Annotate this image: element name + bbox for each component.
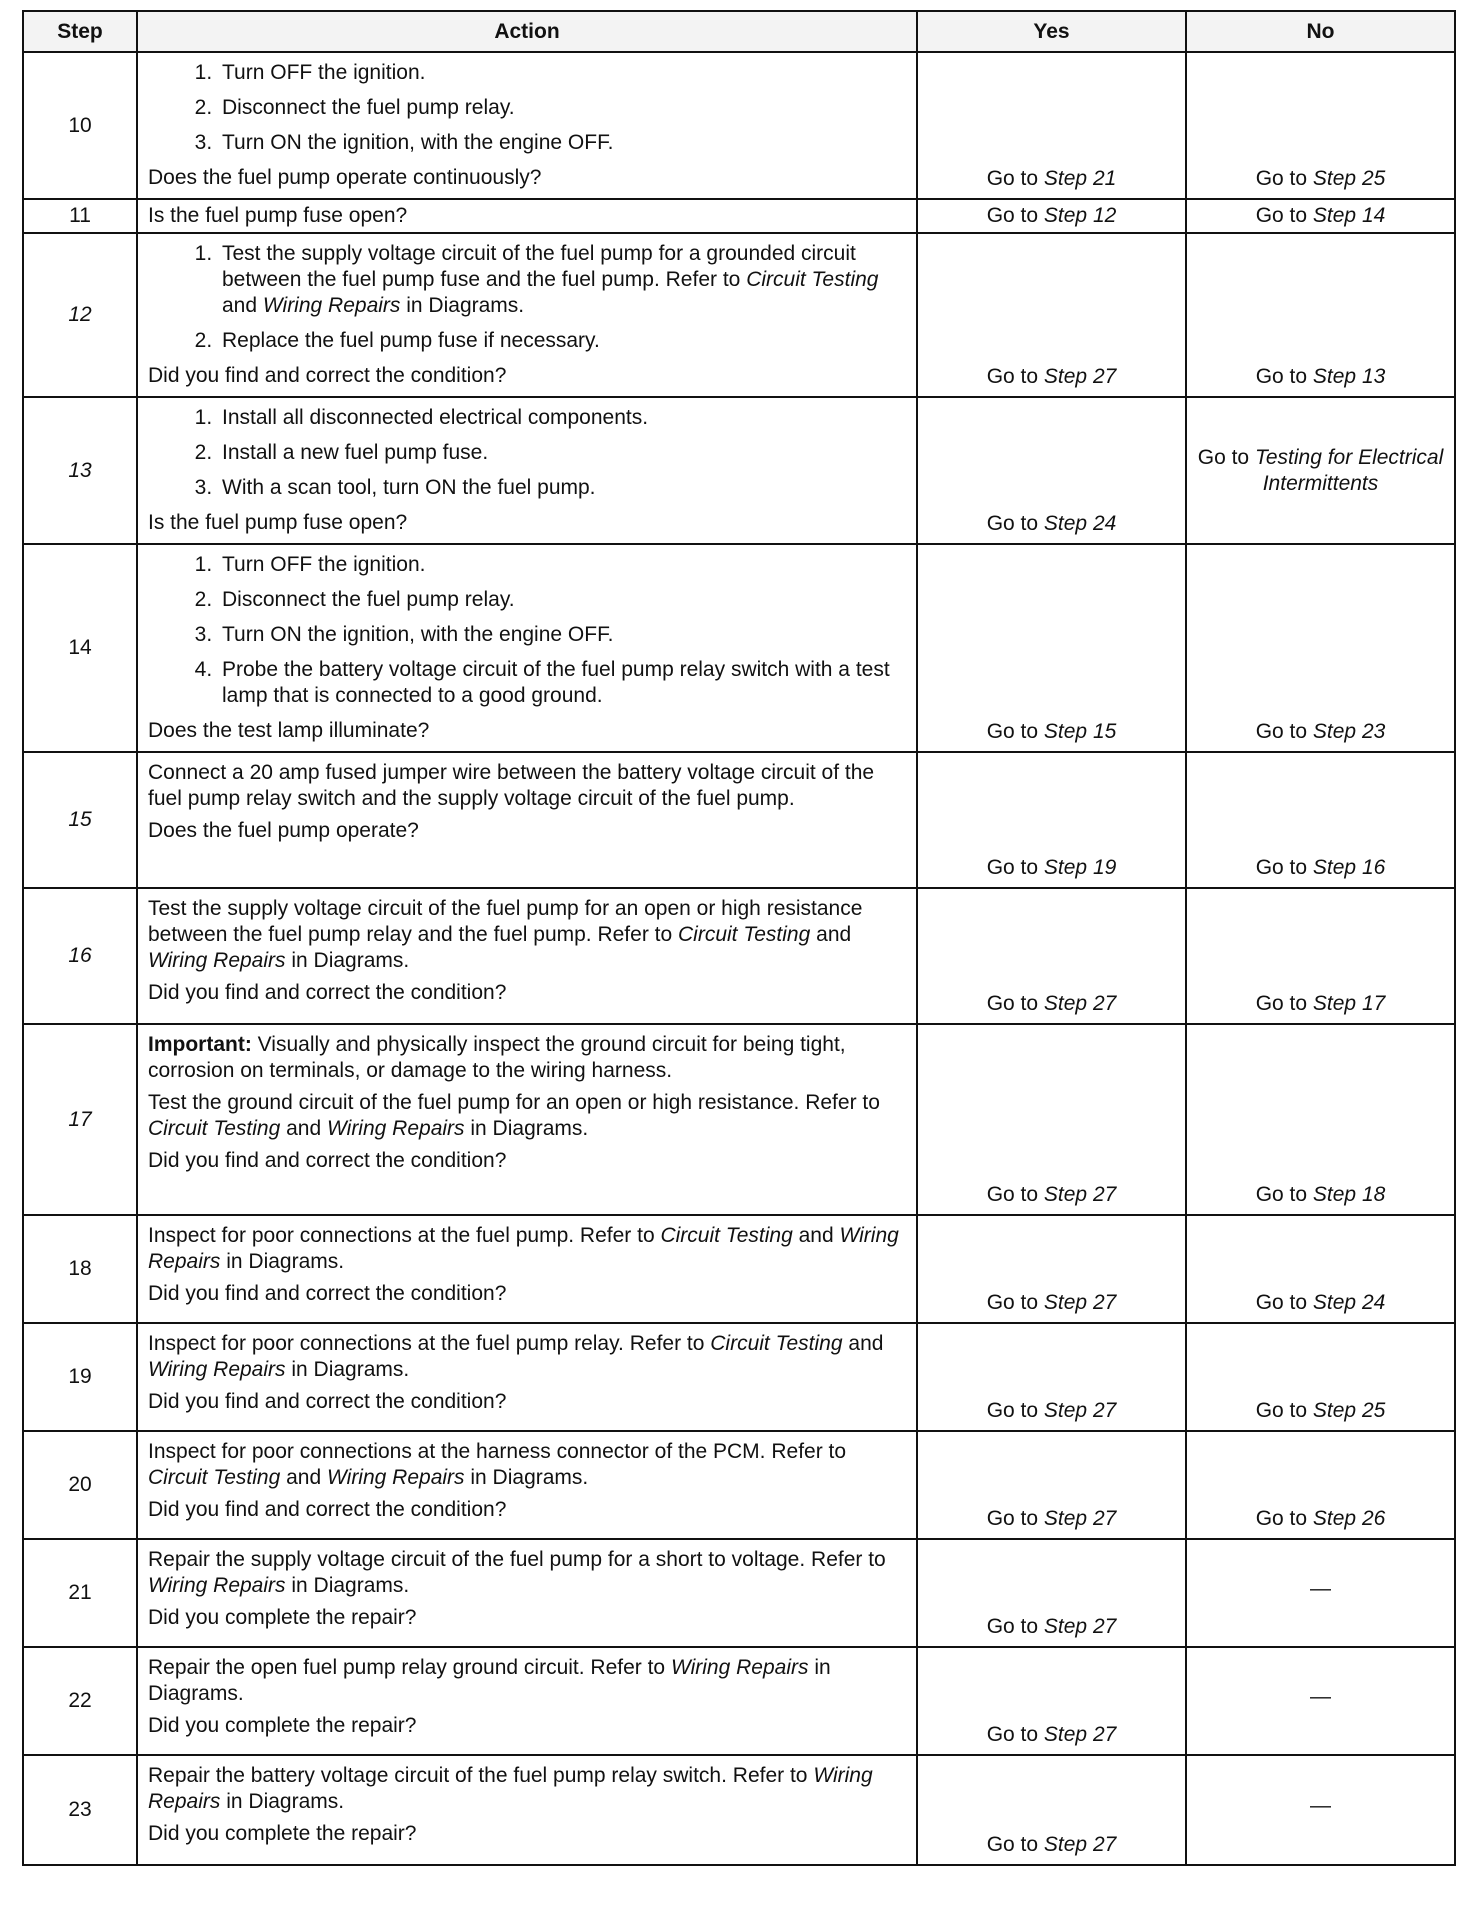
action-step: 2. Disconnect the fuel pump relay.: [218, 587, 908, 613]
step-number: 19: [23, 1323, 137, 1431]
no-cell: [1186, 888, 1455, 1024]
header-yes: Yes: [917, 11, 1186, 52]
header-action: Action: [137, 11, 917, 52]
go-to-text: Go to: [986, 1833, 1039, 1856]
go-to-text: Go to: [986, 204, 1039, 227]
action-step: 2. Replace the fuel pump fuse if necessary.: [218, 328, 908, 354]
question: Did you find and correct the condition?: [148, 364, 507, 387]
action-cell: [137, 888, 917, 1024]
yes-cell: [917, 1024, 1186, 1215]
action-text: Connect a 20 amp fused jumper wire between the battery voltage circuit of the fuel pump relay switch and the supply voltage circuit of the fuel pump.: [148, 761, 875, 810]
header-step: Step: [23, 11, 137, 52]
yes-cell: [917, 199, 1186, 233]
circuit-testing-link[interactable]: Circuit Testing: [148, 1466, 281, 1489]
go-to-text: Go to: [1255, 720, 1308, 743]
action-cell: [137, 1215, 917, 1323]
question: Did you find and correct the condition?: [148, 1282, 507, 1305]
table-row: [23, 1215, 1455, 1323]
action-text: Test the supply voltage circuit of the fuel pump for an open or high resistance between the fuel pump relay and the fuel pump. Refer to Circuit Testing and Wiring Repairs in Diagrams.: [148, 897, 863, 972]
step-number: 13: [23, 397, 137, 544]
yes-cell: [917, 544, 1186, 752]
step-number: 18: [23, 1215, 137, 1323]
wiring-repairs-link[interactable]: Wiring Repairs: [327, 1466, 465, 1489]
question: Did you find and correct the condition?: [148, 1498, 507, 1521]
action-cell: [137, 1431, 917, 1539]
step-link[interactable]: Step 13: [1312, 365, 1386, 388]
step-link[interactable]: Step 25: [1312, 167, 1386, 190]
question: Does the fuel pump operate continuously?: [148, 166, 542, 189]
go-to-text: Go to: [1255, 1507, 1308, 1530]
no-cell: [1186, 1431, 1455, 1539]
action-text: Repair the battery voltage circuit of the fuel pump relay switch. Refer to Wiring Repairs in Diagrams.: [148, 1764, 873, 1813]
step-link[interactable]: Step 26: [1312, 1507, 1386, 1530]
question: Did you complete the repair?: [148, 1714, 417, 1737]
wiring-repairs-link[interactable]: Wiring Repairs: [148, 949, 286, 972]
circuit-testing-link[interactable]: Circuit Testing: [148, 1117, 281, 1140]
wiring-repairs-link[interactable]: Wiring Repairs: [148, 1358, 286, 1381]
action-cell: [137, 1323, 917, 1431]
step-number: 21: [23, 1539, 137, 1647]
action-cell: [137, 1024, 917, 1215]
step-link[interactable]: Step 17: [1312, 992, 1386, 1015]
step-link[interactable]: Step 23: [1312, 720, 1386, 743]
wiring-repairs-link[interactable]: Wiring Repairs: [148, 1764, 873, 1813]
table-row: [23, 544, 1455, 752]
go-to-text: Go to: [986, 167, 1039, 190]
action-cell: [137, 1539, 917, 1647]
question: Did you find and correct the condition?: [148, 1149, 507, 1172]
no-action-dash: —: [1310, 1685, 1331, 1708]
testing-for-electrical-intermittents-link[interactable]: Testing for Electrical Intermittents: [1254, 445, 1444, 495]
step-number: 10: [23, 52, 137, 199]
step-link[interactable]: Step 27: [1043, 1399, 1117, 1422]
step-link[interactable]: Step 14: [1312, 204, 1386, 227]
go-to-text: Go to: [986, 1291, 1039, 1314]
step-link[interactable]: Step 27: [1043, 1833, 1117, 1856]
step-number: 22: [23, 1647, 137, 1755]
go-to-text: Go to: [1255, 856, 1308, 879]
step-number: 20: [23, 1431, 137, 1539]
step-link[interactable]: Step 27: [1043, 1183, 1117, 1206]
action-steps: [148, 241, 908, 354]
no-cell: [1186, 1647, 1455, 1755]
action-cell: [137, 1647, 917, 1755]
question: Is the fuel pump fuse open?: [148, 511, 408, 534]
table-row: [23, 1024, 1455, 1215]
action-steps: [148, 60, 908, 156]
go-to-text: Go to: [1255, 1291, 1308, 1314]
table-row: [23, 233, 1455, 397]
action-step: 3. Turn ON the ignition, with the engine OFF.: [218, 130, 908, 156]
no-cell: [1186, 1539, 1455, 1647]
go-to-text: Go to: [1255, 1183, 1308, 1206]
yes-cell: [917, 1431, 1186, 1539]
table-header-row: [23, 11, 1455, 52]
important-note: Important: Visually and physically inspect the ground circuit for being tight, corrosion on terminals, or damage to the wiring harness.: [148, 1033, 846, 1082]
no-cell: [1186, 199, 1455, 233]
action-steps: [148, 552, 908, 709]
action-cell: [137, 1755, 917, 1865]
step-link[interactable]: Step 27: [1043, 992, 1117, 1015]
action-step: 4. Probe the battery voltage circuit of the fuel pump relay switch with a test lamp that is connected to a good ground.: [218, 657, 908, 709]
action-text: Inspect for poor connections at the fuel pump relay. Refer to Circuit Testing and Wiring Repairs in Diagrams.: [148, 1332, 884, 1381]
important-label: Important:: [148, 1033, 252, 1056]
action-cell: [137, 199, 917, 233]
yes-cell: [917, 233, 1186, 397]
action-steps: [148, 405, 908, 501]
go-to-text: Go to: [986, 1615, 1039, 1638]
action-cell: [137, 544, 917, 752]
yes-cell: [917, 397, 1186, 544]
action-step: 1. Install all disconnected electrical components.: [218, 405, 908, 431]
action-step: 1. Test the supply voltage circuit of the fuel pump for a grounded circuit between the fuel pump fuse and the fuel pump. Refer to Circuit Testing and Wiring Repairs in Diagrams.: [218, 241, 908, 319]
go-to-text: Go to: [986, 1399, 1039, 1422]
yes-cell: [917, 1755, 1186, 1865]
step-link[interactable]: Step 19: [1043, 856, 1117, 879]
table-row: [23, 397, 1455, 544]
wiring-repairs-link[interactable]: Wiring Repairs: [262, 294, 401, 317]
go-to-text: Go to: [986, 1183, 1039, 1206]
action-step: 1. Turn OFF the ignition.: [218, 60, 908, 86]
question: Did you complete the repair?: [148, 1606, 417, 1629]
no-cell: [1186, 397, 1455, 544]
table-row: [23, 1323, 1455, 1431]
step-link[interactable]: Step 27: [1043, 1723, 1117, 1746]
table-row: [23, 1431, 1455, 1539]
step-link[interactable]: Step 24: [1312, 1291, 1386, 1314]
no-cell: [1186, 1755, 1455, 1865]
yes-cell: [917, 752, 1186, 888]
wiring-repairs-link[interactable]: Wiring Repairs: [670, 1656, 809, 1679]
action-step: 2. Install a new fuel pump fuse.: [218, 440, 908, 466]
action-cell: [137, 52, 917, 199]
go-to-text: Go to: [1197, 445, 1250, 469]
header-no: No: [1186, 11, 1455, 52]
step-link[interactable]: Step 27: [1043, 1291, 1117, 1314]
table-row: [23, 1647, 1455, 1755]
no-cell: [1186, 1323, 1455, 1431]
step-link[interactable]: Step 16: [1312, 856, 1386, 879]
step-link[interactable]: Step 15: [1043, 720, 1117, 743]
no-cell: [1186, 233, 1455, 397]
step-number: 23: [23, 1755, 137, 1865]
step-link[interactable]: Step 27: [1043, 1507, 1117, 1530]
no-cell: [1186, 1024, 1455, 1215]
question: Does the fuel pump operate?: [148, 819, 419, 842]
action-text: Inspect for poor connections at the harness connector of the PCM. Refer to Circuit Testing and Wiring Repairs in Diagrams.: [148, 1440, 847, 1489]
action-text: Repair the supply voltage circuit of the fuel pump for a short to voltage. Refer to Wiring Repairs in Diagrams.: [148, 1548, 886, 1597]
go-to-text: Go to: [986, 512, 1039, 535]
step-number: 12: [23, 233, 137, 397]
action-text: Test the ground circuit of the fuel pump for an open or high resistance. Refer to Circuit Testing and Wiring Repairs in Diagrams.: [148, 1091, 880, 1140]
step-link[interactable]: Step 12: [1043, 204, 1117, 227]
action-step: 3. Turn ON the ignition, with the engine OFF.: [218, 622, 908, 648]
step-number: 14: [23, 544, 137, 752]
wiring-repairs-link[interactable]: Wiring Repairs: [327, 1117, 465, 1140]
circuit-testing-link[interactable]: Circuit Testing: [746, 268, 879, 291]
diagnostic-table: [22, 10, 1456, 1866]
yes-cell: [917, 1323, 1186, 1431]
wiring-repairs-link[interactable]: Wiring Repairs: [148, 1574, 286, 1597]
action-cell: [137, 752, 917, 888]
table-row: [23, 1539, 1455, 1647]
step-number: 17: [23, 1024, 137, 1215]
table-row: [23, 888, 1455, 1024]
no-action-dash: —: [1310, 1794, 1331, 1817]
step-link[interactable]: Step 25: [1312, 1399, 1386, 1422]
no-cell: [1186, 752, 1455, 888]
step-link[interactable]: Step 27: [1043, 1615, 1117, 1638]
go-to-text: Go to: [986, 365, 1039, 388]
no-action-dash: —: [1310, 1577, 1331, 1600]
diagnostic-page: [22, 10, 1454, 1866]
go-to-text: Go to: [1255, 992, 1308, 1015]
step-link[interactable]: Step 27: [1043, 365, 1117, 388]
action-cell: [137, 397, 917, 544]
go-to-text: Go to: [986, 1723, 1039, 1746]
step-number: 16: [23, 888, 137, 1024]
go-to-text: Go to: [1255, 167, 1308, 190]
action-text: Repair the open fuel pump relay ground circuit. Refer to Wiring Repairs in Diagrams.: [148, 1656, 831, 1705]
go-to-text: Go to: [986, 720, 1039, 743]
table-row: [23, 752, 1455, 888]
step-link[interactable]: Step 18: [1312, 1183, 1386, 1206]
action-step: 2. Disconnect the fuel pump relay.: [218, 95, 908, 121]
action-cell: [137, 233, 917, 397]
table-row: [23, 52, 1455, 199]
table-row: [23, 199, 1455, 233]
action-step: 3. With a scan tool, turn ON the fuel pump.: [218, 475, 908, 501]
question: Did you complete the repair?: [148, 1822, 417, 1845]
go-to-text: Go to: [986, 1507, 1039, 1530]
wiring-repairs-link[interactable]: Wiring Repairs: [148, 1224, 899, 1273]
go-to-text: Go to: [1255, 204, 1308, 227]
circuit-testing-link[interactable]: Circuit Testing: [678, 923, 811, 946]
go-to-text: Go to: [986, 992, 1039, 1015]
step-number: 11: [23, 199, 137, 233]
action-step: 1. Turn OFF the ignition.: [218, 552, 908, 578]
circuit-testing-link[interactable]: Circuit Testing: [710, 1332, 843, 1355]
go-to-text: Go to: [1255, 1399, 1308, 1422]
question: Did you find and correct the condition?: [148, 981, 507, 1004]
action-text: Inspect for poor connections at the fuel pump. Refer to Circuit Testing and Wiring Repairs in Diagrams.: [148, 1224, 899, 1273]
no-cell: [1186, 1215, 1455, 1323]
yes-cell: [917, 888, 1186, 1024]
table-row: [23, 1755, 1455, 1865]
question: Is the fuel pump fuse open?: [148, 204, 408, 227]
no-cell: [1186, 544, 1455, 752]
step-link[interactable]: Step 24: [1043, 512, 1117, 535]
step-link[interactable]: Step 21: [1043, 167, 1117, 190]
yes-cell: [917, 1647, 1186, 1755]
step-number: 15: [23, 752, 137, 888]
yes-cell: [917, 52, 1186, 199]
question: Did you find and correct the condition?: [148, 1390, 507, 1413]
go-to-text: Go to: [986, 856, 1039, 879]
yes-cell: [917, 1215, 1186, 1323]
question: Does the test lamp illuminate?: [148, 719, 430, 742]
no-cell: [1186, 52, 1455, 199]
yes-cell: [917, 1539, 1186, 1647]
circuit-testing-link[interactable]: Circuit Testing: [660, 1224, 793, 1247]
go-to-text: Go to: [1255, 365, 1308, 388]
